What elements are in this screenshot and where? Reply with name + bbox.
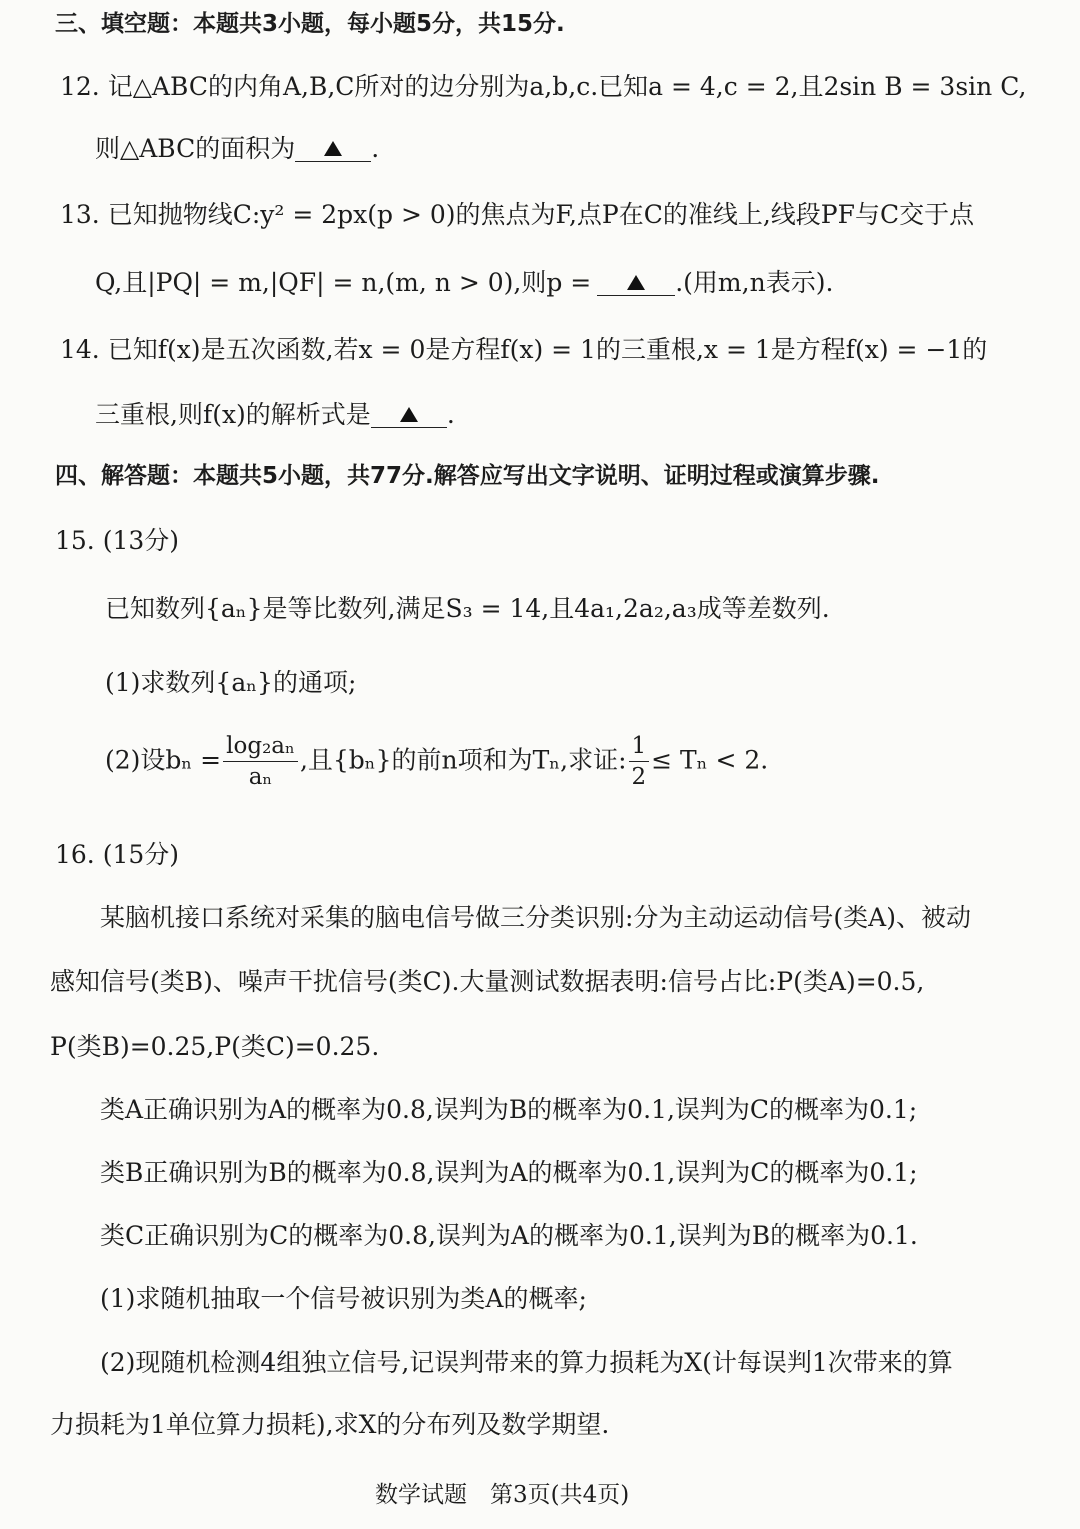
q16-class-b-rule: 类B正确识别为B的概率为0.8,误判为A的概率为0.1,误判为C的概率为0.1; bbox=[100, 1158, 918, 1187]
half-denominator: 2 bbox=[631, 764, 647, 790]
q14-answer-blank bbox=[371, 402, 447, 428]
q15-part2-suffix: ≤ Tₙ < 2. bbox=[651, 745, 769, 775]
q15-part2-middle: ,且{bₙ}的前n项和为Tₙ,求证: bbox=[299, 745, 627, 775]
q13-line2 bbox=[95, 270, 833, 296]
q13-answer-blank bbox=[597, 270, 675, 296]
bn-fraction bbox=[223, 735, 298, 789]
q13-end: .(用m,n表示). bbox=[675, 268, 834, 297]
q12-line2 bbox=[95, 136, 379, 162]
page-footer: 数学试题 第3页(共4页) bbox=[375, 1482, 630, 1508]
q16-paragraph-line2: 感知信号(类B)、噪声干扰信号(类C).大量测试数据表明:信号占比:P(类A)=0.5, bbox=[50, 967, 925, 996]
triangle-icon bbox=[400, 407, 418, 422]
q16-paragraph-line1: 某脑机接口系统对采集的脑电信号做三分类识别:分为主动运动信号(类A)、被动 bbox=[100, 903, 971, 932]
q16-part2-line1: (2)现随机检测4组独立信号,记误判带来的算力损耗为X(计每误判1次带来的算 bbox=[100, 1348, 953, 1377]
q15-heading: 15. (13分) bbox=[55, 526, 180, 555]
q16-part2-line2: 力损耗为1单位算力损耗),求X的分布列及数学期望. bbox=[50, 1410, 610, 1439]
q15-part2 bbox=[105, 735, 768, 789]
triangle-icon bbox=[324, 141, 342, 156]
triangle-icon bbox=[627, 275, 645, 290]
q15-part1: (1)求数列{aₙ}的通项; bbox=[105, 668, 357, 697]
q14-line2 bbox=[95, 402, 455, 428]
q16-part1: (1)求随机抽取一个信号被识别为类A的概率; bbox=[100, 1284, 587, 1313]
bn-denominator: aₙ bbox=[248, 764, 273, 790]
q12-line1: 12. 记△ABC的内角A,B,C所对的边分别为a,b,c.已知a = 4,c = 2,且2sin B = 3sin C, bbox=[60, 72, 1027, 101]
q14-prompt: 三重根,则f(x)的解析式是 bbox=[95, 400, 371, 429]
q15-part2-prefix: (2)设bₙ = bbox=[105, 745, 222, 775]
q16-heading: 16. (15分) bbox=[55, 840, 180, 869]
q16-class-c-rule: 类C正确识别为C的概率为0.8,误判为A的概率为0.1,误判为B的概率为0.1. bbox=[100, 1221, 918, 1250]
q14-line1: 14. 已知f(x)是五次函数,若x = 0是方程f(x) = 1的三重根,x = 1是方程f(x) = −1的 bbox=[60, 335, 988, 364]
q16-paragraph-line3: P(类B)=0.25,P(类C)=0.25. bbox=[50, 1032, 380, 1061]
half-numerator: 1 bbox=[629, 735, 650, 762]
bn-numerator: log₂aₙ bbox=[223, 735, 298, 762]
q15-stem: 已知数列{aₙ}是等比数列,满足S₃ = 14,且4a₁,2a₂,a₃成等差数列. bbox=[105, 594, 830, 623]
section-4-header: 四、解答题：本题共5小题，共77分.解答应写出文字说明、证明过程或演算步骤. bbox=[55, 463, 880, 489]
q14-end: . bbox=[446, 400, 455, 429]
q12-end: . bbox=[371, 134, 380, 163]
q13-prompt: Q,且|PQ| = m,|QF| = n,(m, n > 0),则p = bbox=[95, 268, 592, 297]
half-fraction bbox=[629, 735, 650, 789]
q12-prompt: 则△ABC的面积为 bbox=[95, 134, 296, 163]
q13-line1: 13. 已知抛物线C:y² = 2px(p > 0)的焦点为F,点P在C的准线上,线段PF与C交于点 bbox=[60, 200, 975, 229]
q16-class-a-rule: 类A正确识别为A的概率为0.8,误判为B的概率为0.1,误判为C的概率为0.1; bbox=[100, 1095, 918, 1124]
section-3-header: 三、填空题：本题共3小题，每小题5分，共15分. bbox=[55, 11, 565, 37]
q12-answer-blank bbox=[295, 136, 371, 162]
